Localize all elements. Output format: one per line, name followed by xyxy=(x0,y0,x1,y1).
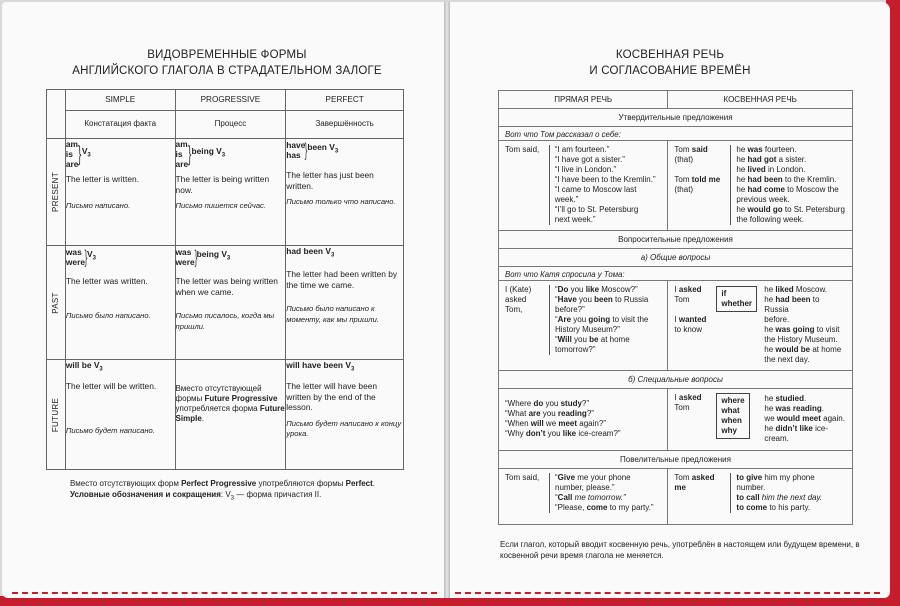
brace-icon: } xyxy=(188,141,192,166)
future-simple-cell xyxy=(65,360,175,470)
intro-questions: Вот что Катя спросила у Тома: xyxy=(499,267,853,281)
affirmative-indirect-cell xyxy=(668,141,853,231)
reported-speech-table xyxy=(498,90,853,525)
direct-quotes: “Do you like Moscow?” “Have you been to Russia before?” “Are you going to visit the History Museum?” “Will you be at home tomorrow?” xyxy=(549,285,648,355)
present-simple-cell xyxy=(65,139,175,246)
row-label-past xyxy=(47,246,66,360)
intro-affirmative: Вот что Том рассказал о себе: xyxy=(499,127,853,141)
reporting-verb: Tom asked me xyxy=(674,473,715,492)
aux-stack: was were xyxy=(65,247,85,267)
affirmative-direct-cell xyxy=(499,141,668,231)
past-perfect-cell xyxy=(286,246,404,360)
section-questions: Вопросительные предложения xyxy=(499,231,853,249)
future-progressive-cell xyxy=(175,360,286,470)
indirect-lines: he studied. he was reading. we would meet again. he didn’t like ice- cream. xyxy=(764,394,845,443)
wh-box-wrap xyxy=(716,393,764,444)
general-questions-direct-cell xyxy=(499,281,668,371)
been-v3-form: been $V_3$ xyxy=(307,142,339,156)
row-label-future xyxy=(47,360,66,470)
brace-icon: } xyxy=(84,247,88,267)
row-label-text: PRESENT xyxy=(50,172,60,212)
general-questions-indirect-cell xyxy=(668,281,853,371)
translation: Письмо было написано к моменту, как мы пришли. xyxy=(286,304,379,324)
conjunction-box-wrap xyxy=(716,285,764,365)
example: The letter had been written by the time we came. xyxy=(286,269,398,290)
title-line-2: И СОГЛАСОВАНИЕ ВРЕМЁН xyxy=(589,65,751,77)
row-label-present xyxy=(47,139,66,246)
title-line-1: ВИДОВРЕМЕННЫЕ ФОРМЫ xyxy=(147,49,307,61)
v3-form: $V_3$ xyxy=(87,249,96,263)
title-line-2: АНГЛИЙСКОГО ГЛАГОЛА В СТРАДАТЕЛЬНОМ ЗАЛОГЕ xyxy=(72,65,382,77)
special-questions-indirect-cell xyxy=(668,389,853,451)
reporting-verbs: I asked Tom I wanted to know xyxy=(674,285,707,334)
speaker: Tom said, xyxy=(505,145,540,154)
translation: Письмо будет написано. xyxy=(65,425,155,435)
will-have-been-v3-form: will have been $V_3$ xyxy=(286,360,355,373)
header-progressive: PROGRESSIVE xyxy=(175,90,286,111)
header-direct-speech: ПРЯМАЯ РЕЧЬ xyxy=(499,91,668,109)
brace-icon: } xyxy=(78,141,82,166)
row-label-text: FUTURE xyxy=(50,397,60,432)
being-v3-form: being $V_3$ xyxy=(191,146,226,160)
speaker: I (Kate) asked Tom, xyxy=(505,285,532,314)
translation: Письмо только что написано. xyxy=(286,197,396,206)
future-progressive-note: Вместо отсутствующей формы Future Progressive употребляется форма Future Simple. xyxy=(175,384,285,423)
will-be-v3-form: will be $V_3$ xyxy=(65,360,103,373)
title-line-1: КОСВЕННАЯ РЕЧЬ xyxy=(615,49,725,61)
header-indirect-speech: КОСВЕННАЯ РЕЧЬ xyxy=(668,91,853,109)
translation: Письмо пишется сейчас. xyxy=(175,201,266,210)
left-page-note xyxy=(70,478,400,505)
special-questions-direct-cell: “Where do you study?” “What are you reading?” “When will we meet again?” “Why don’t you like ice-cream?” xyxy=(499,389,668,451)
imperative-indirect-cell xyxy=(668,469,853,525)
example: The letter is written. xyxy=(65,174,139,184)
past-simple-cell xyxy=(65,246,175,360)
header-simple: SIMPLE xyxy=(65,90,175,111)
direct-quotes: “Give me your phone number, please.” “Call me tomorrow.” “Please, come to my party.” xyxy=(549,473,654,513)
example: The letter will have been written by the end of the lesson. xyxy=(286,381,378,413)
note-line-2: Условные обозначения и сокращения: $V_3$ — форма причастия II. xyxy=(70,490,322,502)
being-v3-form: being $V_3$ xyxy=(196,249,231,263)
aux-stack: was were xyxy=(175,247,195,267)
row-label-text: PAST xyxy=(50,291,60,314)
subheader-progressive: Процесс xyxy=(175,111,286,139)
indirect-lines: he liked Moscow. he had been to Russia before. he was going to visit the History Museum. he would be at home the next day. xyxy=(764,285,842,364)
right-stitching xyxy=(455,592,880,594)
passive-voice-table xyxy=(46,89,404,470)
speaker: Tom said, xyxy=(505,473,540,482)
brace-icon: } xyxy=(305,140,308,160)
had-been-v3-form: had been $V_3$ xyxy=(286,246,335,259)
subsection-special-questions: б) Специальные вопросы xyxy=(499,371,853,389)
subheader-perfect: Завершённость xyxy=(286,111,404,139)
right-page-title xyxy=(485,47,855,79)
translation: Письмо писалось, когда мы пришли. xyxy=(175,311,275,331)
aux-stack: have has xyxy=(286,140,306,160)
right-page xyxy=(450,2,890,598)
translation: Письмо написано. xyxy=(65,200,131,210)
example: The letter is being written now. xyxy=(175,174,270,195)
present-progressive-cell xyxy=(175,139,286,246)
subsection-general-questions: а) Общие вопросы xyxy=(499,249,853,267)
example: The letter was written. xyxy=(65,276,148,286)
indirect-lines: he was fourteen. he had got a sister. he lived in London. he had been to the Kremlin. he had come to Moscow the previous week. he would go to St. Petersburg the following week. xyxy=(730,145,845,225)
example: The letter will be written. xyxy=(65,381,157,392)
subheader-simple: Констатация факта xyxy=(65,111,175,139)
wh-words-box: where what when why xyxy=(716,393,749,439)
indirect-lines: to give him my phone number. to call him the next day. to come to his party. xyxy=(730,473,822,513)
left-page-title xyxy=(42,47,412,79)
aux-stack: am is are xyxy=(175,139,189,169)
brace-icon: } xyxy=(194,247,198,267)
translation: Письмо будет написано к концу урока. xyxy=(286,418,402,439)
future-perfect-cell xyxy=(286,360,404,470)
aux-stack: am is are xyxy=(65,139,79,169)
imperative-direct-cell xyxy=(499,469,668,525)
header-perfect: PERFECT xyxy=(286,90,404,111)
note-line-1: Вместо отсутствующих форм Perfect Progressive употребляются формы Perfect. xyxy=(70,479,376,488)
past-progressive-cell xyxy=(175,246,286,360)
example: The letter has just been written. xyxy=(286,170,374,191)
section-imperative: Повелительные предложения xyxy=(499,451,853,469)
reporting-verbs: I asked Tom xyxy=(674,393,702,412)
v3-form: $V_3$ xyxy=(81,146,91,160)
example: The letter was being written when we came. xyxy=(175,276,278,297)
right-page-footnote: Если глагол, который вводит косвенную речь, употреблён в настоящем или будущем времени, в косвенной речи время глагола не меняется. xyxy=(500,540,860,560)
reporting-verbs: Tom said (that) Tom told me (that) xyxy=(674,145,721,194)
present-perfect-cell xyxy=(286,139,404,246)
left-page xyxy=(2,2,444,598)
if-whether-box: if whether xyxy=(716,286,757,312)
corner-cell xyxy=(47,90,66,139)
translation: Письмо было написано. xyxy=(65,310,151,320)
left-stitching xyxy=(12,592,437,594)
section-affirmative: Утвердительные предложения xyxy=(499,109,853,127)
direct-quotes: “I am fourteen.” “I have got a sister.” “I live in London.” “I have been to the Kremlin.” “I came to Moscow last week.” “I’ll go to St. Petersburg next week.” xyxy=(549,145,662,225)
